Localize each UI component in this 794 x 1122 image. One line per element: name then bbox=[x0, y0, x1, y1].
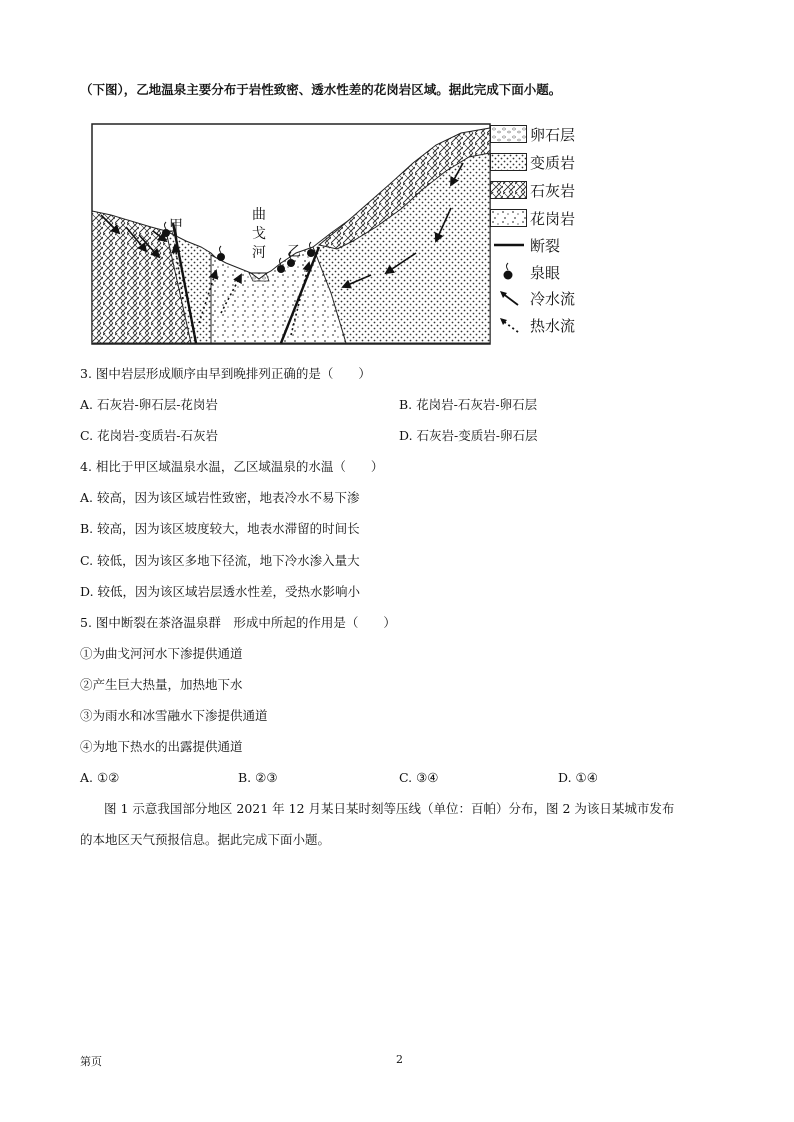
question-5-option-c: C. ③④ bbox=[399, 770, 439, 785]
legend-item-hot-flow: 热水流 bbox=[490, 315, 575, 335]
limestone-swatch bbox=[490, 181, 527, 199]
question-5-statement-2: ②产生巨大热量，加热地下水 bbox=[80, 677, 243, 692]
page-number: 2 bbox=[396, 1053, 403, 1066]
legend-item-pebble: 卵石层 bbox=[490, 124, 575, 144]
question-4-option-b: B. 较高，因为该区坡度较大，地表水滞留的时间长 bbox=[80, 521, 360, 536]
hot-flow-arrow-icon bbox=[490, 315, 527, 335]
fault-line-icon bbox=[490, 235, 527, 255]
next-intro-line-1: 图 1 示意我国部分地区 2021 年 12 月某日某时刻等压线（单位：百帕）分布，图 2 为该日某城市发布 bbox=[104, 801, 675, 816]
question-5-statement-1: ①为曲戈河河水下渗提供通道 bbox=[80, 646, 243, 661]
granite-swatch bbox=[490, 209, 527, 227]
cold-flow-arrow-icon bbox=[490, 288, 527, 308]
question-5-option-d: D. ①④ bbox=[558, 770, 598, 785]
metamorphic-swatch bbox=[490, 153, 527, 171]
intro-text: （下图），乙地温泉主要分布于岩性致密、透水性差的花岗岩区域。据此完成下面小题。 bbox=[80, 82, 562, 97]
label-yi: 乙 bbox=[287, 244, 301, 260]
legend-item-granite: 花岗岩 bbox=[490, 208, 575, 228]
legend-item-cold-flow: 冷水流 bbox=[490, 288, 575, 308]
question-3-option-a: A. 石灰岩-卵石层-花岗岩 bbox=[80, 397, 218, 412]
question-4-stem: 4. 相比于甲区域温泉水温，乙区域温泉的水温（ ） bbox=[80, 459, 384, 474]
question-3-stem: 3. 图中岩层形成顺序由早到晚排列正确的是（ ） bbox=[80, 366, 371, 381]
question-4-option-c: C. 较低，因为该区多地下径流，地下冷水渗入量大 bbox=[80, 553, 360, 568]
legend-item-metamorphic: 变质岩 bbox=[490, 152, 575, 172]
figure-legend bbox=[490, 124, 610, 346]
question-4-option-d: D. 较低，因为该区域岩层透水性差，受热水影响小 bbox=[80, 584, 361, 599]
question-5-statement-4: ④为地下热水的出露提供通道 bbox=[80, 739, 243, 754]
legend-item-limestone: 石灰岩 bbox=[490, 180, 575, 200]
spring-icon bbox=[490, 262, 527, 282]
legend-item-fault: 断裂 bbox=[490, 235, 560, 255]
question-3-option-c: C. 花岗岩-变质岩-石灰岩 bbox=[80, 428, 219, 443]
question-5-option-a: A. ①② bbox=[80, 770, 120, 785]
question-5-option-b: B. ②③ bbox=[238, 770, 278, 785]
question-4-option-a: A. 较高，因为该区域岩性致密，地表冷水不易下渗 bbox=[80, 490, 360, 505]
question-5-statement-3: ③为雨水和冰雪融水下渗提供通道 bbox=[80, 708, 268, 723]
pebble-swatch bbox=[490, 125, 527, 143]
next-intro-line-2: 的本地区天气预报信息。据此完成下面小题。 bbox=[80, 832, 331, 847]
cross-section-diagram bbox=[91, 123, 491, 345]
footer-left: 第页 bbox=[80, 1055, 102, 1068]
legend-item-spring: 泉眼 bbox=[490, 262, 560, 282]
label-river: 曲 戈 河 bbox=[252, 207, 266, 261]
geology-cross-section-figure bbox=[91, 123, 491, 345]
question-3-option-d: D. 石灰岩-变质岩-卵石层 bbox=[399, 428, 538, 443]
question-3-option-b: B. 花岗岩-石灰岩-卵石层 bbox=[399, 397, 538, 412]
question-5-stem: 5. 图中断裂在茶洛温泉群 形成中所起的作用是（ ） bbox=[80, 615, 396, 630]
label-jia: 甲 bbox=[169, 218, 183, 234]
